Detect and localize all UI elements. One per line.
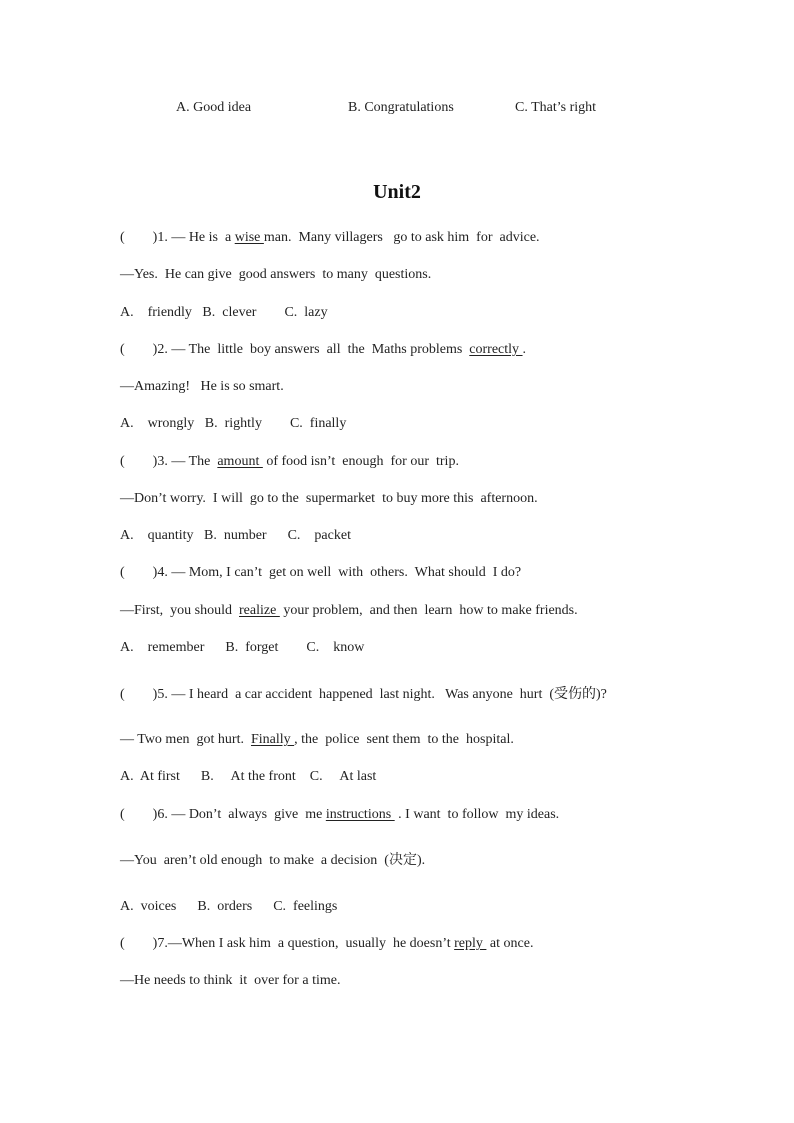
underlined-word: wise — [234, 230, 264, 245]
option-b-top: B. Congratulations — [348, 100, 454, 115]
option-a-top: A. Good idea — [176, 100, 252, 115]
question-5: ( )5. — I heard a car accident happened last night. Was anyone hurt (受伤的)? — [120, 687, 607, 702]
answer-3: —Don’t worry. I will go to the supermarket to buy more this afternoon. — [120, 491, 538, 506]
underlined-word: amount — [217, 454, 263, 469]
question-2: ( )2. — The little boy answers all the Maths problems correctly . — [120, 342, 527, 357]
options-3: A. quantity B. number C. packet — [120, 528, 351, 543]
answer-4: —First, you should realize your problem, and then learn how to make friends. — [120, 603, 578, 618]
options-5: A. At first B. At the front C. At last — [120, 769, 377, 784]
answer-6: —You aren’t old enough to make a decision (决定). — [120, 853, 426, 868]
question-3: ( )3. — The amount of food isn’t enough for our trip. — [120, 454, 459, 469]
underlined-word: realize — [239, 603, 280, 618]
answer-1: —Yes. He can give good answers to many questions. — [120, 267, 432, 282]
underlined-word: Finally — [250, 732, 295, 747]
unit-title: Unit2 — [373, 181, 421, 203]
answer-2: —Amazing! He is so smart. — [120, 379, 284, 394]
answer-7: —He needs to think it over for a time. — [120, 973, 341, 988]
options-6: A. voices B. orders C. feelings — [120, 899, 338, 914]
question-6: ( )6. — Don’t always give me instructions . I want to follow my ideas. — [120, 807, 560, 822]
option-c-top: C. That’s right — [515, 100, 597, 115]
underlined-word: instructions — [325, 807, 395, 822]
options-1: A. friendly B. clever C. lazy — [120, 305, 328, 320]
question-4: ( )4. — Mom, I can’t get on well with others. What should I do? — [120, 565, 522, 580]
question-1: ( )1. — He is a wise man. Many villagers go to ask him for advice. — [120, 230, 540, 245]
question-7: ( )7.—When I ask him a question, usually he doesn’t reply at once. — [120, 936, 534, 951]
options-2: A. wrongly B. rightly C. finally — [120, 416, 347, 431]
options-4: A. remember B. forget C. know — [120, 640, 365, 655]
underlined-word: reply — [454, 936, 487, 951]
answer-5: — Two men got hurt. Finally , the police sent them to the hospital. — [120, 732, 514, 747]
underlined-word: correctly — [469, 342, 523, 357]
